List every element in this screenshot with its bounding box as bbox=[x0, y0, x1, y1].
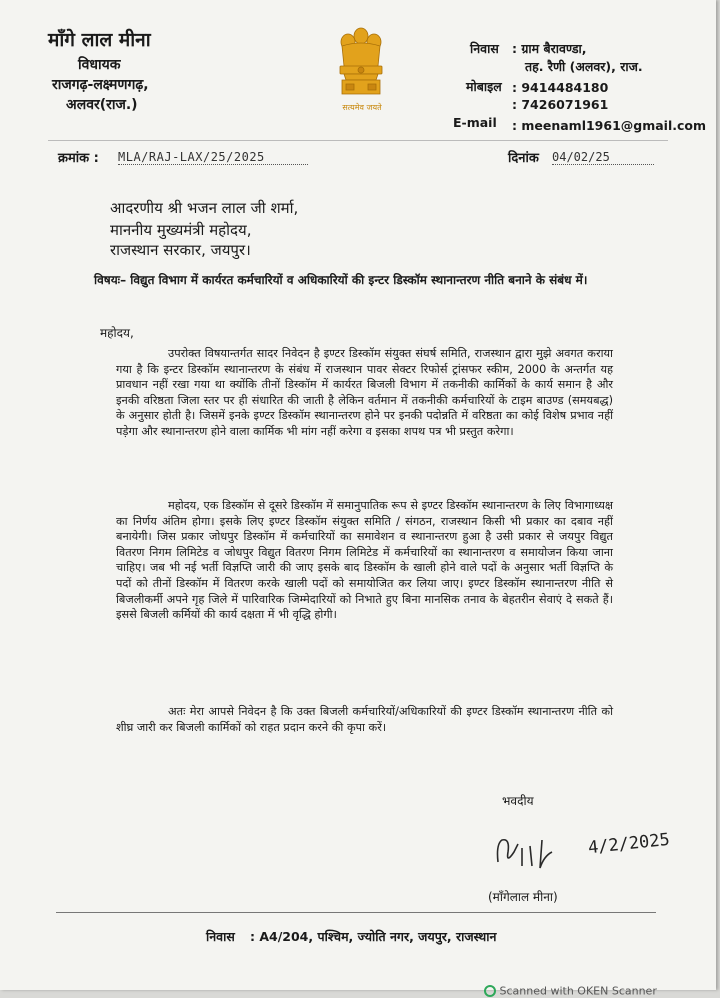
email-label: E-mail bbox=[453, 115, 497, 130]
salutation: महोदय, bbox=[100, 326, 134, 340]
footer-divider bbox=[56, 912, 656, 913]
letterhead-name: माँगे लाल मीना bbox=[48, 29, 151, 51]
letterhead-district: अलवर(राज.) bbox=[66, 97, 138, 113]
addressee-line3: राजस्थान सरकार, जयपुर। bbox=[110, 241, 251, 259]
mobile-number-1: : 9414484180 bbox=[512, 80, 609, 95]
mobile-label: मोबाइल bbox=[466, 79, 502, 94]
addressee-line1: आदरणीय श्री भजन लाल जी शर्मा, bbox=[110, 199, 299, 217]
residence-label: निवास bbox=[470, 41, 499, 56]
date-label: दिनांक bbox=[508, 151, 539, 166]
subject: विषयः– विद्युत विभाग में कार्यरत कर्मचारियों व अधिकारियों की इन्टर डिस्कॉम स्थानान्तरण नीति बनाने के संबंध में। bbox=[94, 273, 588, 287]
scanner-logo-icon bbox=[484, 985, 496, 997]
addressee-line2: माननीय मुख्यमंत्री महोदय, bbox=[110, 221, 252, 239]
date-dots bbox=[552, 164, 654, 165]
email-address: : meenaml1961@gmail.com bbox=[512, 118, 707, 133]
national-emblem-icon bbox=[330, 22, 392, 118]
kramank-label: क्रमांक : bbox=[58, 151, 99, 166]
signatory-name: (माँगेलाल मीना) bbox=[488, 890, 558, 904]
body-paragraph-3: अतः मेरा आपसे निवेदन है कि उक्त बिजली कर्मचारियों/अधिकारियों की इण्टर डिस्कॉम स्थानान्तरण नीति को शीघ्र जारी कर बिजली कार्मिकों को राहत प्रदान करने की कृपा करें। bbox=[116, 705, 613, 734]
letterhead-designation: विधायक bbox=[78, 57, 121, 73]
kramank-dots bbox=[118, 164, 308, 165]
signature-date: 4/2/2025 bbox=[587, 829, 671, 859]
residence-line1: : ग्राम बैरावण्डा, bbox=[512, 41, 587, 56]
date-value: 04/02/25 bbox=[552, 150, 610, 164]
mobile-number-2: : 7426071961 bbox=[512, 97, 609, 112]
scanner-watermark-text: Scanned with OKEN Scanner bbox=[499, 984, 657, 998]
body-paragraph-2: महोदय, एक डिस्कॉम से दूसरे डिस्कॉम में समानुपातिक रूप से इण्टर डिस्कॉम स्थानान्तरण के लिए विभागाध्यक्ष का निर्णय अंतिम होगा। इसके लिए इण्टर डिस्कॉम संयुक्त समिति / संगठन, राजस्थान किसी भी प्रकार का दबाव नहीं बनायेगी। जिस प्रकार जोधपुर डिस्कॉम में कर्मचारियों का समावेशन व स्थानान्तरण हुआ है उसी प्रकार से जयपुर विद्युत वितरण निगम लिमिटेड व जोधपुर विद्युत वितरण निगम लिमिटेड में कर्मचारियों का स्थानान्तरण व समायोजन किया जाना चाहिए। जब भी नई भर्ती विज्ञप्ति जारी की जाए इसके बाद डिस्कॉम के खाली होने वाले पदों के अनुसार भर्ती विज्ञप्ति के पदों को तीनों डिस्कॉम में वितरण करके खाली पदों को समायोजित कर लिया जाए। इण्टर डिस्कॉम स्थानान्तरण नीति से बिजलीकर्मी अपने गृह जिले में पारिवारिक जिम्मेदारियों को निभाते हुए बिना मानसिक तनाव के बेहतरीन सेवाएं दे सकते हैं। इससे बिजली कर्मियों की कार्य दक्षता में भी वृद्धि होगी। bbox=[116, 499, 613, 622]
kramank-value: MLA/RAJ-LAX/25/2025 bbox=[118, 150, 265, 164]
scanner-watermark bbox=[484, 984, 657, 998]
emblem-motto: सत्यमेव जयते bbox=[342, 103, 382, 112]
closing: भवदीय bbox=[502, 794, 534, 808]
header-divider bbox=[48, 140, 668, 141]
letterhead-constituency: राजगढ़-लक्ष्मणगढ़, bbox=[52, 77, 149, 93]
footer-address: : A4/204, पश्चिम, ज्योति नगर, जयपुर, राजस्थान bbox=[250, 929, 497, 944]
body-paragraph-1: उपरोक्त विषयान्तर्गत सादर निवेदन है इण्टर डिस्कॉम संयुक्त संघर्ष समिति, राजस्थान द्वारा मुझे अवगत कराया गया है कि इन्टर डिस्कॉम स्थानान्तरण के संबंध में राजस्थान पावर सेक्टर रिफोर्स ट्रांसफर स्कीम, 2000 के अन्तर्गत यह प्रावधान नहीं रखा गया था क्योंकि तीनों डिस्कॉम में कार्यरत बिजली विभाग में तकनीकी कार्मिकों के कार्य समान है और इनकी वरिष्ठता जिला स्तर पर ही संधारित की जाती है लेकिन वर्तमान में तकनीकी कर्मचारियों के टाइम बाउण्ड (समयबद्ध) के अनुसार होती है। जिसमें इनके इण्टर डिस्कॉम स्थानान्तरण होने पर इनकी पदोन्नति में वरिष्ठता का कोई विशेष प्रभाव नहीं पड़ेगा और स्थानान्तरण होने वाला कार्मिक भी मांग नहीं करेगा व इसका शपथ पत्र भी प्रस्तुत करेगा। bbox=[116, 347, 613, 438]
footer-label: निवास bbox=[206, 929, 235, 944]
residence-line2: तह. रैणी (अलवर), राज. bbox=[525, 59, 643, 74]
